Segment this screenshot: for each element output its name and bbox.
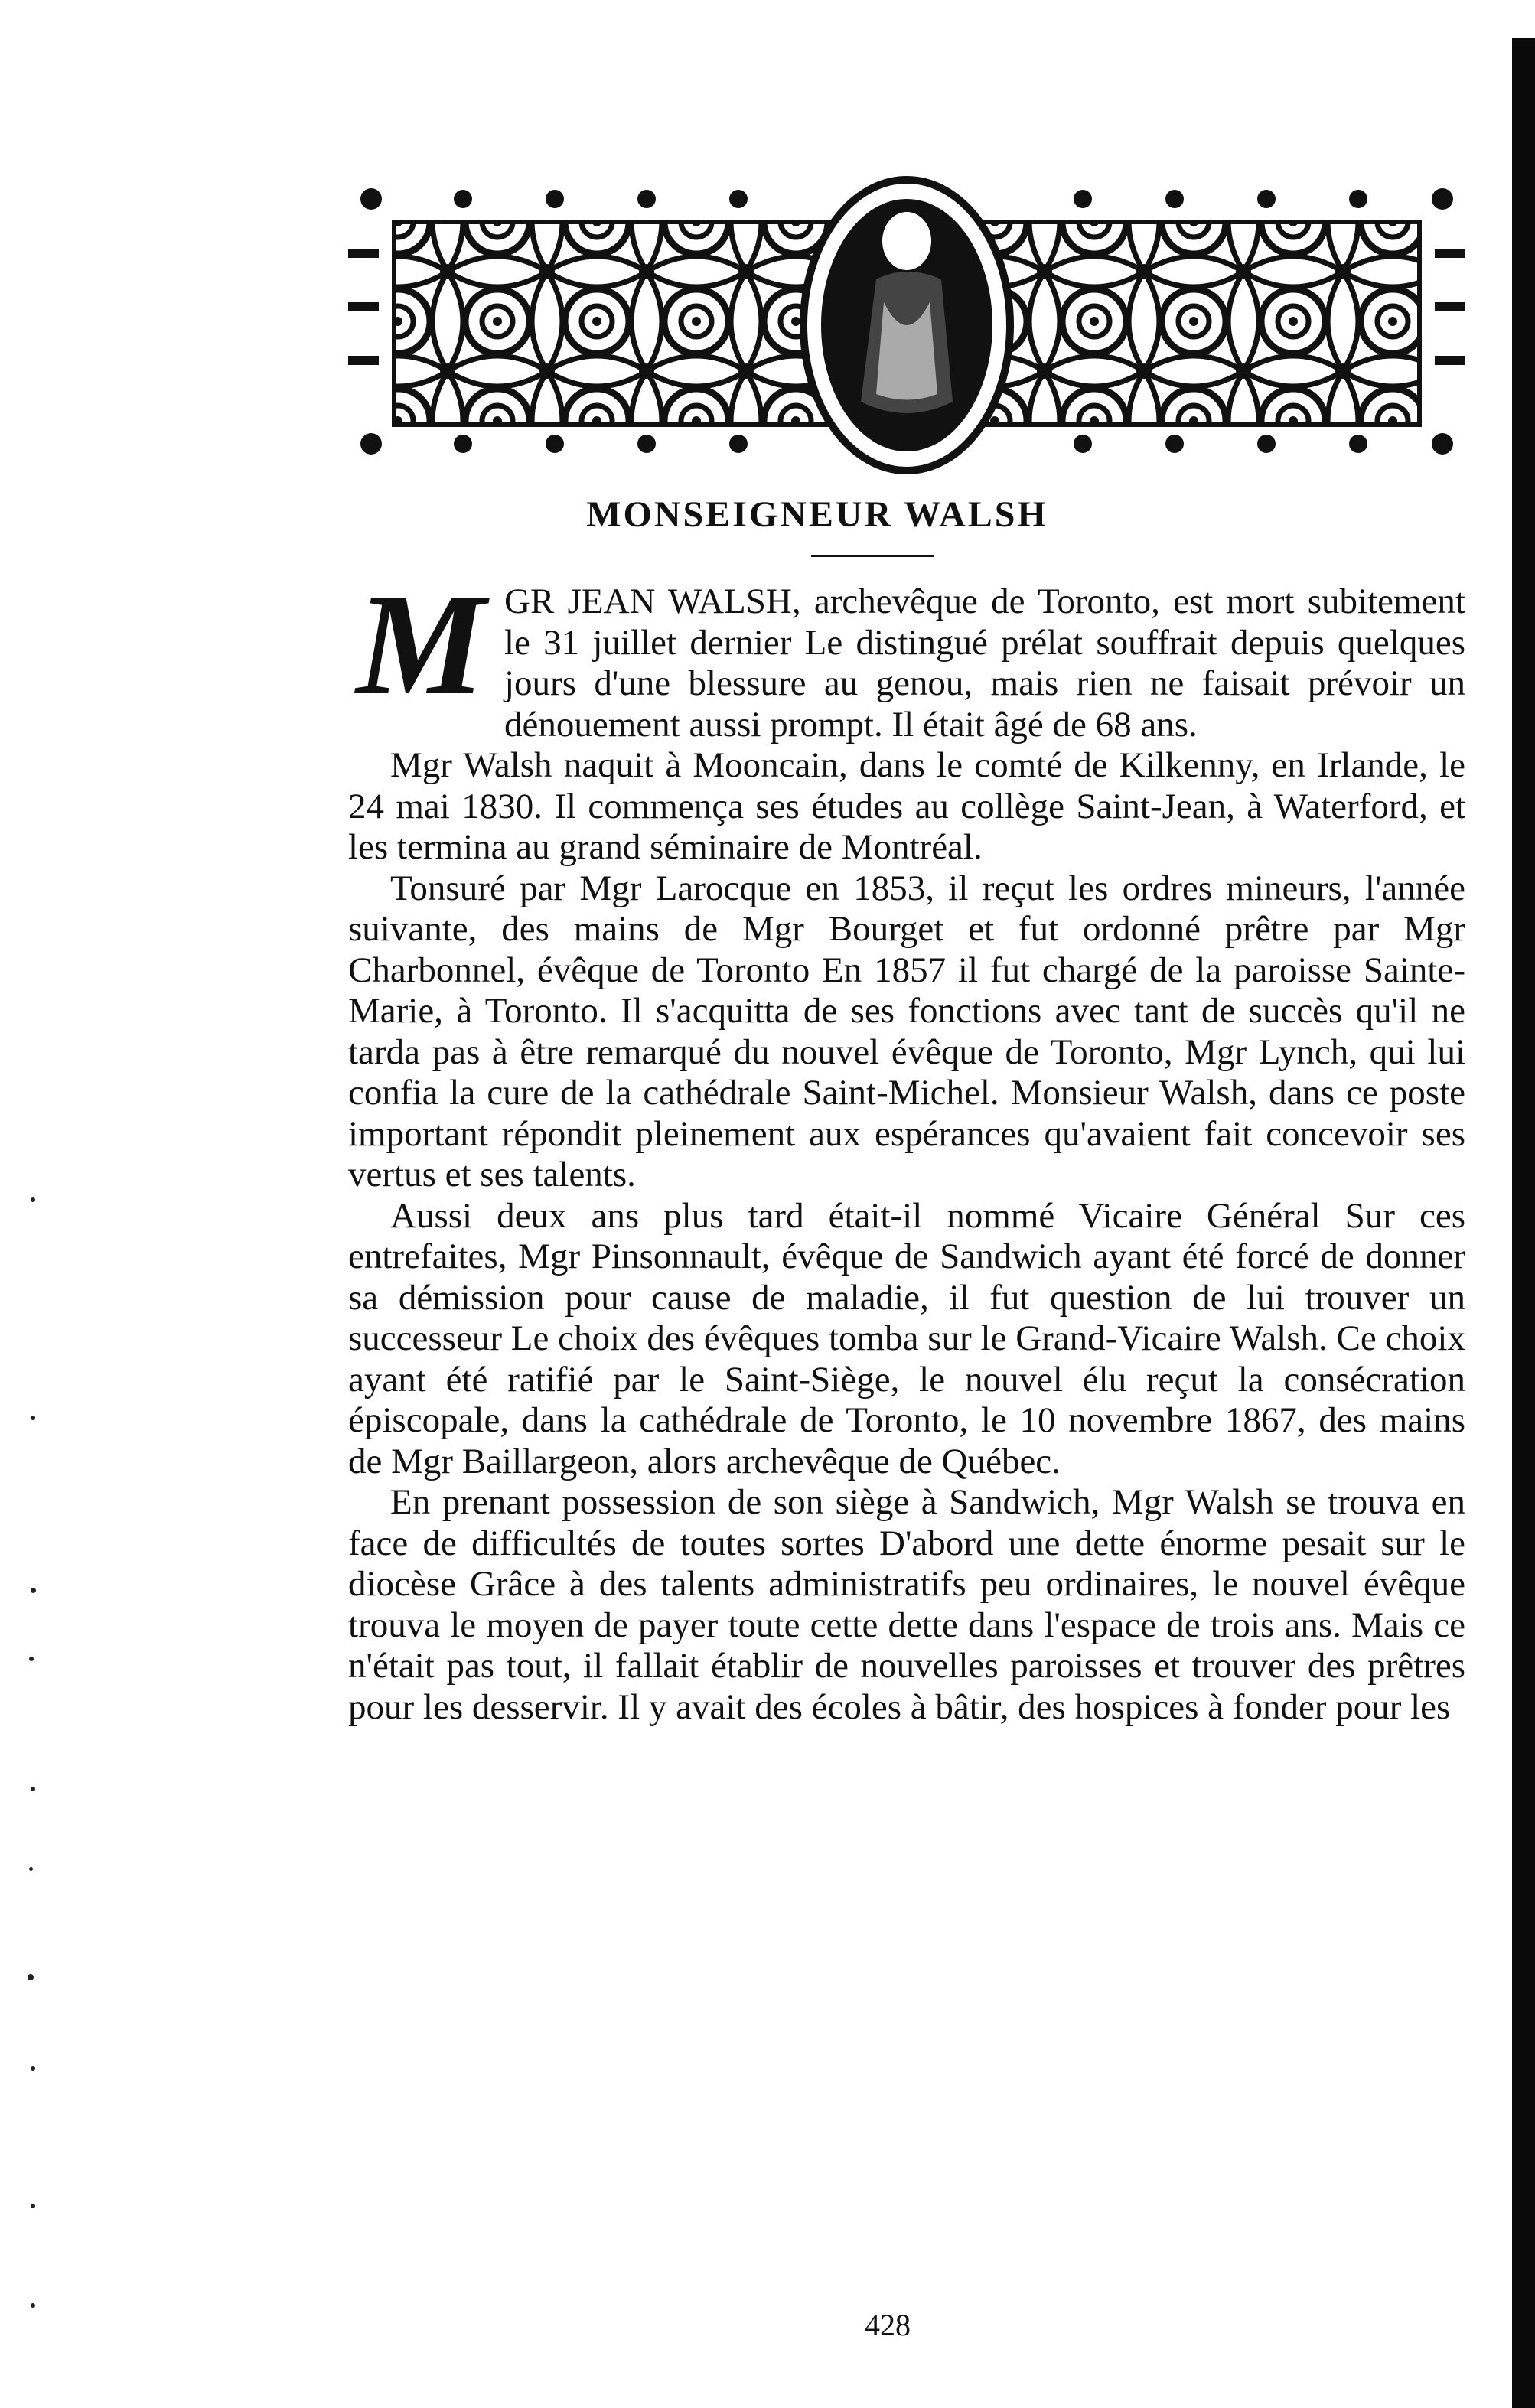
scan-speck <box>29 1657 34 1661</box>
scan-speck <box>31 2303 35 2308</box>
scan-speck <box>31 2066 35 2071</box>
paragraph-1-text: GR JEAN WALSH, archevêque de Toronto, est mort subitement le 31 juillet dernier Le distingué prélat souffrait depuis quelques jours d'une blessure au genou, mais rien ne faisait prévoir un dénouement aussi prompt. Il était âgé de 68 ans. <box>504 582 1465 745</box>
paragraph-1 <box>348 565 1465 745</box>
scan-speck <box>28 1974 34 1980</box>
ornamental-header-banner <box>348 172 1465 474</box>
article-title: MONSEIGNEUR WALSH <box>586 494 1048 535</box>
paragraph-2: Mgr Walsh naquit à Mooncain, dans le comté de Kilkenny, en Irlande, le 24 mai 1830. Il commença ses études au collège Saint-Jean, à Waterford, et les termina au grand séminaire de Montréal. <box>348 745 1465 867</box>
title-rule <box>811 555 934 557</box>
paragraph-3: Tonsuré par Mgr Larocque en 1853, il reçut les ordres mineurs, l'année suivante, des mains de Mgr Bourget et fut ordonné prêtre par Mgr Charbonnel, évêque de Toronto En 1857 il fut chargé de la paroisse Sainte-Marie, à Toronto. Il s'acquitta de ses fonctions avec tant de succès qu'il ne tarda pas à être remarqué du nouvel évêque de Toronto, Mgr Lynch, qui lui confia la cure de la cathédrale Saint-Michel. Monsieur Walsh, dans ce poste important répondit pleinement aux espérances qu'avaient fait concevoir ses vertus et ses talents. <box>348 868 1465 1194</box>
drop-cap: M <box>356 565 486 725</box>
scan-speck <box>31 1197 35 1202</box>
article-body <box>348 565 1465 1728</box>
paragraph-4: Aussi deux ans plus tard était-il nommé Vicaire Général Sur ces entrefaites, Mgr Pinsonnault, évêque de Sandwich ayant été forcé de donner sa démission pour cause de maladie, il fut question de lui trouver un successeur Le choix des évêques tomba sur le Grand-Vicaire Walsh. Ce choix ayant été ratifié par le Saint-Siège, le nouvel élu reçut la consécration épiscopale, dans la cathédrale de Toronto, le 10 novembre 1867, des mains de Mgr Baillargeon, alors archevêque de Québec. <box>348 1195 1465 1481</box>
scan-speck <box>31 2204 35 2208</box>
paragraph-5: En prenant possession de son siège à Sandwich, Mgr Walsh se trouva en face de difficultés de toutes sortes D'abord une dette énorme pesait sur le diocèse Grâce à des talents administratifs peu ordinaires, le nouvel évêque trouva le moyen de payer toute cette dette dans l'espace de trois ans. Mais ce n'était pas tout, il fallait établir de nouvelles paroisses et trouver des prêtres pour les desservir. Il y avait des écoles à bâtir, des hospices à fonder pour les <box>348 1482 1465 1727</box>
scan-speck <box>31 1787 35 1791</box>
scan-speck <box>31 1416 35 1420</box>
scan-speck <box>29 1867 33 1871</box>
scan-speck <box>31 1588 36 1593</box>
page-number: 428 <box>865 2308 911 2342</box>
scan-edge-shadow <box>1512 38 1535 2408</box>
